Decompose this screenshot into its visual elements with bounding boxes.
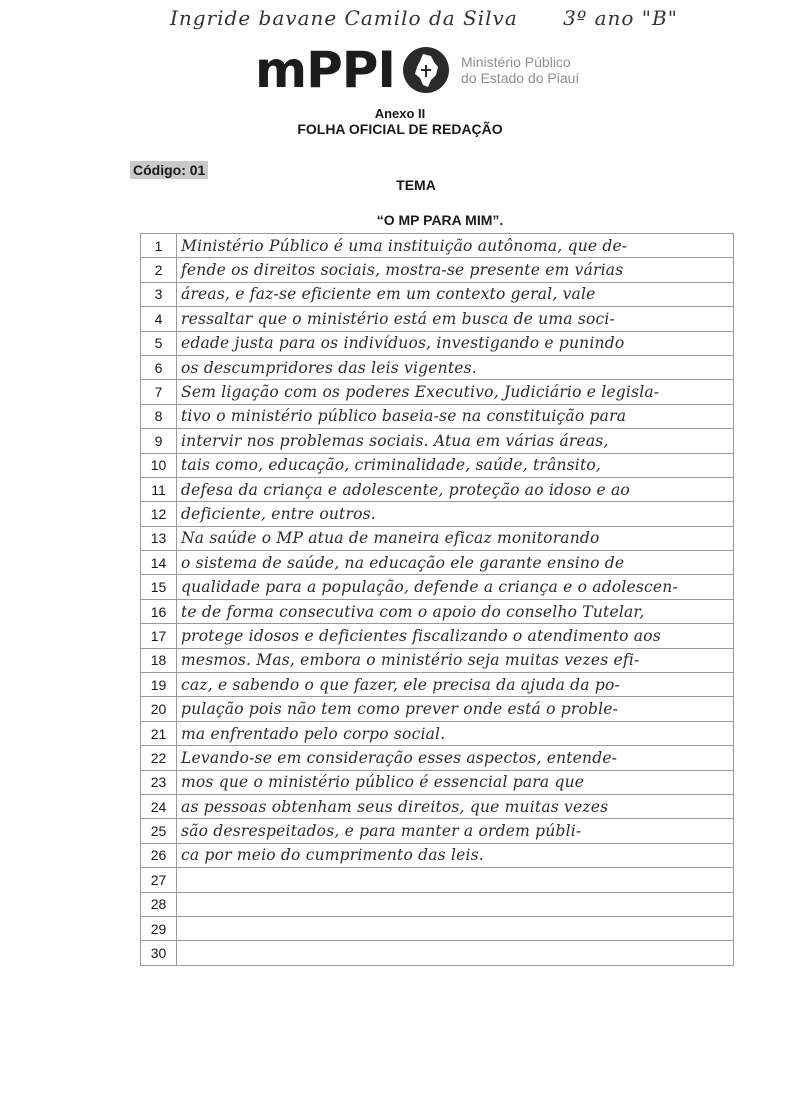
line-number: 23 [141, 770, 177, 794]
annex-label: Anexo II [374, 106, 426, 121]
essay-line-text: tais como, educação, criminalidade, saúde, trânsito, [177, 453, 734, 477]
essay-line-text [177, 941, 734, 965]
essay-line-text: deficiente, entre outros. [177, 502, 734, 526]
line-number: 13 [141, 526, 177, 550]
line-number: 11 [141, 477, 177, 501]
essay-line-text: te de forma consecutiva com o apoio do conselho Tutelar, [177, 599, 734, 623]
line-number: 6 [141, 355, 177, 379]
essay-line-text: mos que o ministério público é essencial para que [177, 770, 734, 794]
line-number: 17 [141, 624, 177, 648]
essay-line-row [141, 599, 734, 623]
line-number: 27 [141, 868, 177, 892]
tema-label: TEMA [396, 177, 436, 193]
essay-line-row [141, 916, 734, 940]
line-number: 14 [141, 551, 177, 575]
essay-lines [141, 234, 734, 966]
line-number: 2 [141, 258, 177, 282]
essay-line-row [141, 331, 734, 355]
essay-line-row [141, 770, 734, 794]
line-number: 8 [141, 404, 177, 428]
line-number: 22 [141, 746, 177, 770]
essay-line-row [141, 575, 734, 599]
mppi-logo [255, 40, 579, 100]
line-number: 7 [141, 380, 177, 404]
essay-line-row [141, 258, 734, 282]
line-number: 18 [141, 648, 177, 672]
essay-line-row [141, 819, 734, 843]
essay-line-text: as pessoas obtenham seus direitos, que muitas vezes [177, 794, 734, 818]
essay-line-text [177, 892, 734, 916]
essay-line-row [141, 234, 734, 258]
line-number: 26 [141, 843, 177, 867]
essay-line-text: ressaltar que o ministério está em busca de uma soci- [177, 307, 734, 331]
essay-line-row [141, 892, 734, 916]
line-number: 1 [141, 234, 177, 258]
line-number: 10 [141, 453, 177, 477]
line-number: 12 [141, 502, 177, 526]
essay-line-row [141, 697, 734, 721]
essay-line-row [141, 380, 734, 404]
essay-line-text: caz, e sabendo o que fazer, ele precisa da ajuda da po- [177, 673, 734, 697]
essay-line-text: defesa da criança e adolescente, proteção ao idoso e ao [177, 477, 734, 501]
essay-line-row [141, 404, 734, 428]
essay-line-text: tivo o ministério público baseia-se na constituição para [177, 404, 734, 428]
essay-line-text: intervir nos problemas sociais. Atua em várias áreas, [177, 429, 734, 453]
essay-line-row [141, 526, 734, 550]
essay-line-text: o sistema de saúde, na educação ele garante ensino de [177, 551, 734, 575]
line-number: 29 [141, 916, 177, 940]
essay-line-text: pulação pois não tem como prever onde está o proble- [177, 697, 734, 721]
line-number: 24 [141, 794, 177, 818]
logo-subtitle-line1: Ministério Público [461, 54, 571, 70]
essay-line-row [141, 843, 734, 867]
student-identification [170, 6, 730, 30]
line-number: 3 [141, 282, 177, 306]
essay-line-row [141, 551, 734, 575]
essay-line-row [141, 502, 734, 526]
essay-line-row [141, 648, 734, 672]
line-number: 21 [141, 721, 177, 745]
line-number: 16 [141, 599, 177, 623]
essay-line-row [141, 794, 734, 818]
line-number: 4 [141, 307, 177, 331]
line-number: 9 [141, 429, 177, 453]
theme-title: “O MP PARA MIM”. [376, 212, 504, 228]
essay-line-text: Ministério Público é uma instituição autônoma, que de- [177, 234, 734, 258]
form-title: FOLHA OFICIAL DE REDAÇÃO [297, 121, 503, 137]
line-number: 20 [141, 697, 177, 721]
essay-line-row [141, 282, 734, 306]
essay-line-text: Na saúde o MP atua de maneira eficaz monitorando [177, 526, 734, 550]
essay-line-row [141, 941, 734, 965]
essay-line-text: ma enfrentado pelo corpo social. [177, 721, 734, 745]
essay-line-text: ca por meio do cumprimento das leis. [177, 843, 734, 867]
logo-text: mPPI [255, 41, 395, 99]
essay-line-row [141, 453, 734, 477]
code-label: Código: 01 [130, 161, 208, 179]
logo-subtitle-line2: do Estado do Piauí [461, 70, 580, 86]
essay-line-text: os descumpridores das leis vigentes. [177, 355, 734, 379]
student-grade: 3º ano "B" [563, 6, 678, 30]
essay-line-text: qualidade para a população, defende a criança e o adolescen- [177, 575, 734, 599]
essay-line-text: mesmos. Mas, embora o ministério seja muitas vezes efi- [177, 648, 734, 672]
essay-line-row [141, 721, 734, 745]
essay-line-row [141, 477, 734, 501]
essay-line-text: edade justa para os indivíduos, investigando e punindo [177, 331, 734, 355]
piaui-map-emblem-icon [401, 45, 451, 95]
line-number: 5 [141, 331, 177, 355]
essay-line-text [177, 916, 734, 940]
logo-subtitle [461, 54, 579, 86]
essay-line-text: Sem ligação com os poderes Executivo, Judiciário e legisla- [177, 380, 734, 404]
essay-line-row [141, 429, 734, 453]
line-number: 28 [141, 892, 177, 916]
line-number: 25 [141, 819, 177, 843]
line-number: 15 [141, 575, 177, 599]
essay-line-row [141, 868, 734, 892]
essay-line-text: são desrespeitados, e para manter a ordem públi- [177, 819, 734, 843]
line-number: 19 [141, 673, 177, 697]
essay-line-text [177, 868, 734, 892]
line-number: 30 [141, 941, 177, 965]
essay-line-row [141, 624, 734, 648]
student-name: Ingride bavane Camilo da Silva [170, 6, 518, 30]
essay-sheet [140, 233, 734, 966]
essay-line-row [141, 746, 734, 770]
essay-line-text: fende os direitos sociais, mostra-se presente em várias [177, 258, 734, 282]
essay-line-text: protege idosos e deficientes fiscalizando o atendimento aos [177, 624, 734, 648]
essay-line-text: áreas, e faz-se eficiente em um contexto geral, vale [177, 282, 734, 306]
essay-line-row [141, 307, 734, 331]
essay-line-row [141, 355, 734, 379]
essay-line-row [141, 673, 734, 697]
essay-line-text: Levando-se em consideração esses aspectos, entende- [177, 746, 734, 770]
